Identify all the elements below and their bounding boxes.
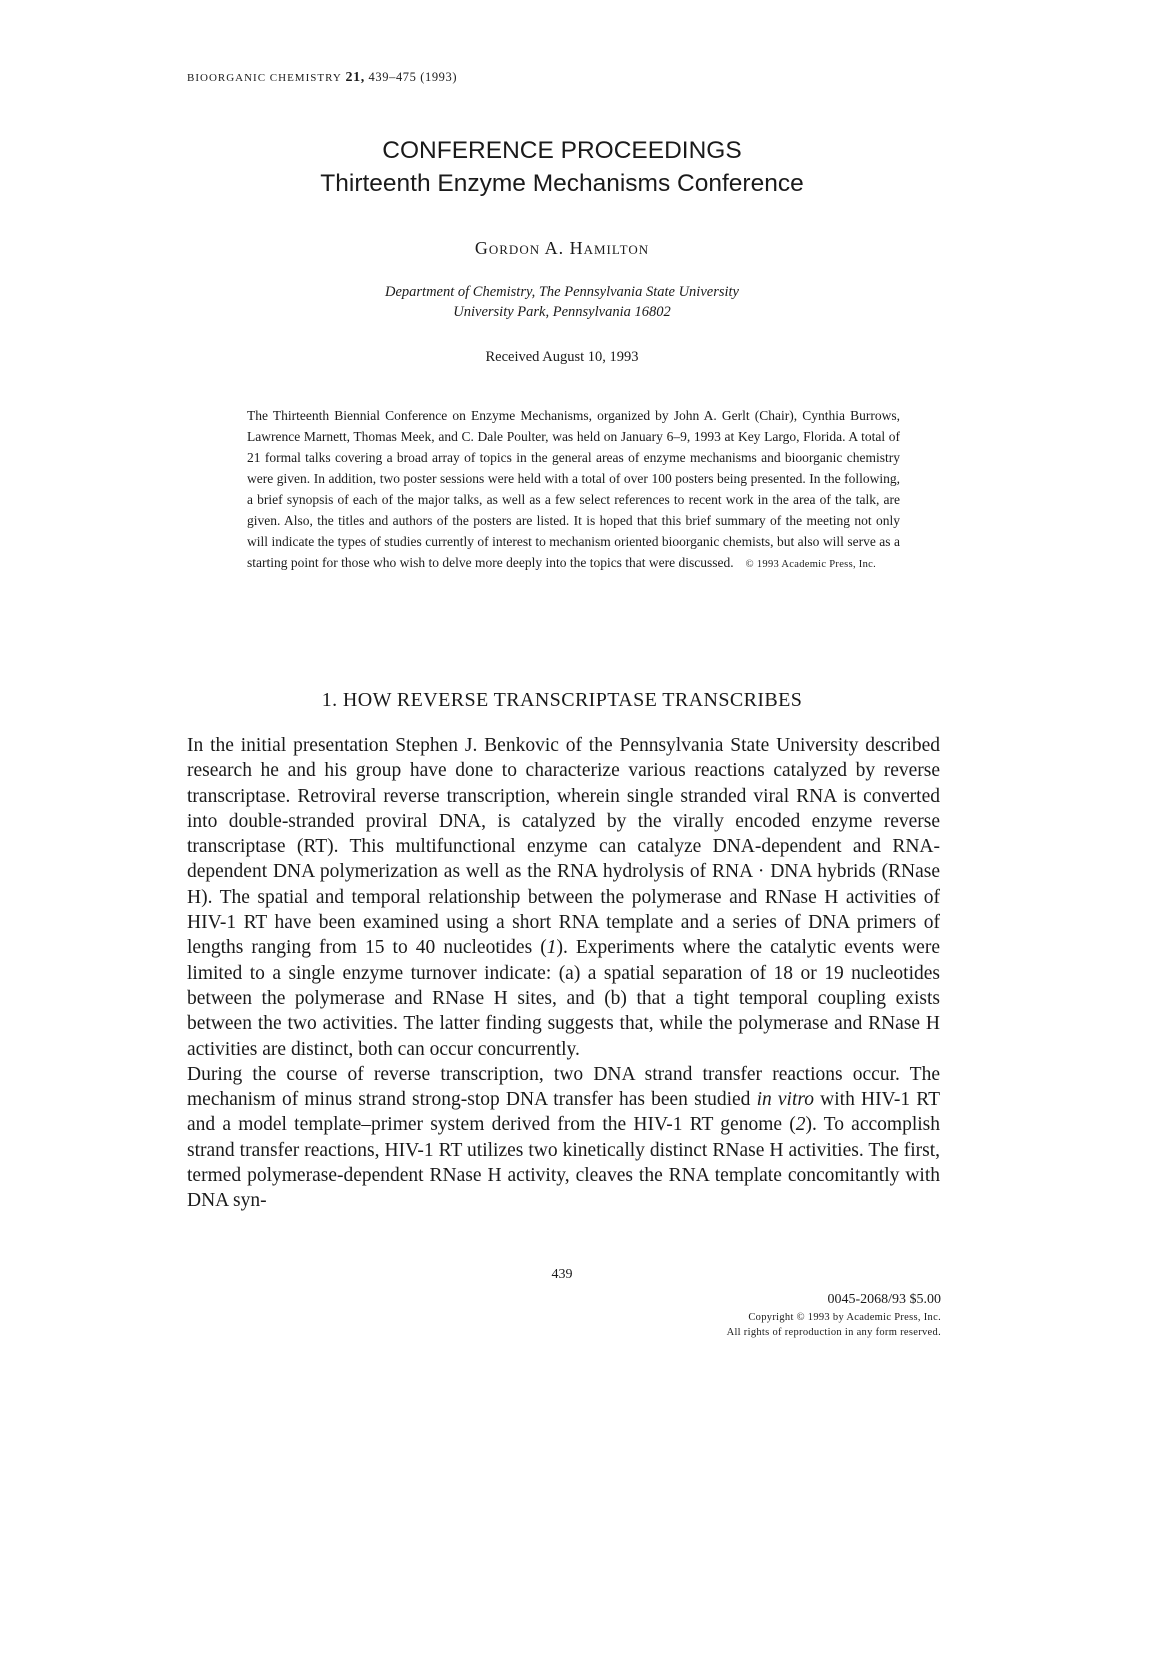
paragraph-1-text: In the initial presentation Stephen J. Benkovic of the Pennsylvania State University described research he and his group have done to characterize various reactions catalyzed by reverse transcriptase. Retroviral reverse transcription, wherein single stranded viral RNA is converted into double-stranded proviral DNA, is catalyzed by the virally encoded enzyme reverse transcriptase (RT). This multifunctional enzyme can catalyze DNA-dependent and RNA-dependent DNA polymerization as well as the RNA hydrolysis of RNA · DNA hybrids (RNase H). The spatial and temporal relationship between the polymerase and RNase H activities of HIV-1 RT have been examined using a short RNA template and a series of DNA primers of lengths ranging from 15 to 40 nucleotides ( bbox=[187, 735, 940, 959]
italic-in-vitro: in vitro bbox=[756, 1089, 814, 1111]
affiliation-line-2: University Park, Pennsylvania 16802 bbox=[453, 304, 671, 320]
paragraph-2-text-cont: with HIV-1 RT and a model template–primer system derived from the HIV-1 RT genome ( bbox=[187, 1089, 940, 1136]
copyright-footer bbox=[727, 1290, 941, 1340]
paragraph-2-text: During the course of reverse transcription, two DNA strand transfer reactions occur. The mechanism of minus strand strong-stop DNA transfer has been studied bbox=[187, 1063, 940, 1111]
title-line-2: Thirteenth Enzyme Mechanisms Conference bbox=[320, 170, 804, 197]
received-date: Received August 10, 1993 bbox=[485, 349, 639, 365]
running-head bbox=[187, 70, 457, 86]
citation-ref-1[interactable]: 1 bbox=[546, 937, 557, 959]
footer-rights: All rights of reproduction in any form reserved. bbox=[726, 1327, 941, 1338]
journal-pages-year: 439–475 (1993) bbox=[368, 70, 458, 84]
section-heading: 1. HOW REVERSE TRANSCRIPTASE TRANSCRIBES bbox=[321, 689, 803, 711]
affiliation-line-1: Department of Chemistry, The Pennsylvania State University bbox=[385, 284, 739, 300]
body-paragraph-2 bbox=[187, 1062, 940, 1214]
author-name: Gordon A. Hamilton bbox=[474, 238, 650, 258]
page-number: 439 bbox=[551, 1267, 573, 1282]
paragraph-2-text-end: ). To accomplish strand transfer reactions, HIV-1 RT utilizes two kinetically distinct RNase H activities. The first, termed polymerase-dependent RNase H activity, cleaves the RNA template concomitantly with DNA syn- bbox=[187, 1114, 940, 1212]
title-line-1: CONFERENCE PROCEEDINGS bbox=[382, 137, 742, 164]
body-paragraph-1 bbox=[187, 733, 940, 1062]
abstract bbox=[247, 405, 900, 575]
section-body bbox=[187, 733, 940, 1214]
paragraph-1-text-cont: ). Experiments where the catalytic events were limited to a single enzyme turnover indicate: (a) a spatial separation of 18 or 19 nucleotides between the polymerase and RNase H sites, and (b) that a tight temporal coupling exists between the two activities. The latter finding suggests that, while the polymerase and RNase H activities are distinct, both can occur concurrently. bbox=[187, 937, 940, 1060]
journal-name: BIOORGANIC CHEMISTRY bbox=[187, 72, 342, 84]
abstract-text: The Thirteenth Biennial Conference on Enzyme Mechanisms, organized by John A. Gerlt (Chair), Cynthia Burrows, Lawrence Marnett, Thomas Meek, and C. Dale Poulter, was held on January 6–9, 1993 at Key Largo, Florida. A total of 21 formal talks covering a broad array of topics in the general areas of enzyme mechanisms and bioorganic chemistry were given. In addition, two poster sessions were held with a total of over 100 posters being presented. In the following, a brief synopsis of each of the major talks, as well as a few select references to recent work in the area of the talk, are given. Also, the titles and authors of the posters are listed. It is hoped that this brief summary of the meeting not only will indicate the types of studies currently of interest to mechanism oriented bioorganic chemists, but also will serve as a starting point for those who wish to delve more deeply into the topics that were discussed. bbox=[247, 408, 900, 570]
journal-volume: 21, bbox=[345, 70, 365, 85]
abstract-copyright: © 1993 Academic Press, Inc. bbox=[745, 559, 877, 570]
citation-ref-2[interactable]: 2 bbox=[795, 1114, 806, 1136]
paper-title bbox=[187, 134, 937, 200]
author-affiliation bbox=[187, 282, 937, 322]
footer-price: 0045-2068/93 $5.00 bbox=[827, 1292, 941, 1307]
footer-copyright: Copyright © 1993 by Academic Press, Inc. bbox=[748, 1312, 941, 1323]
